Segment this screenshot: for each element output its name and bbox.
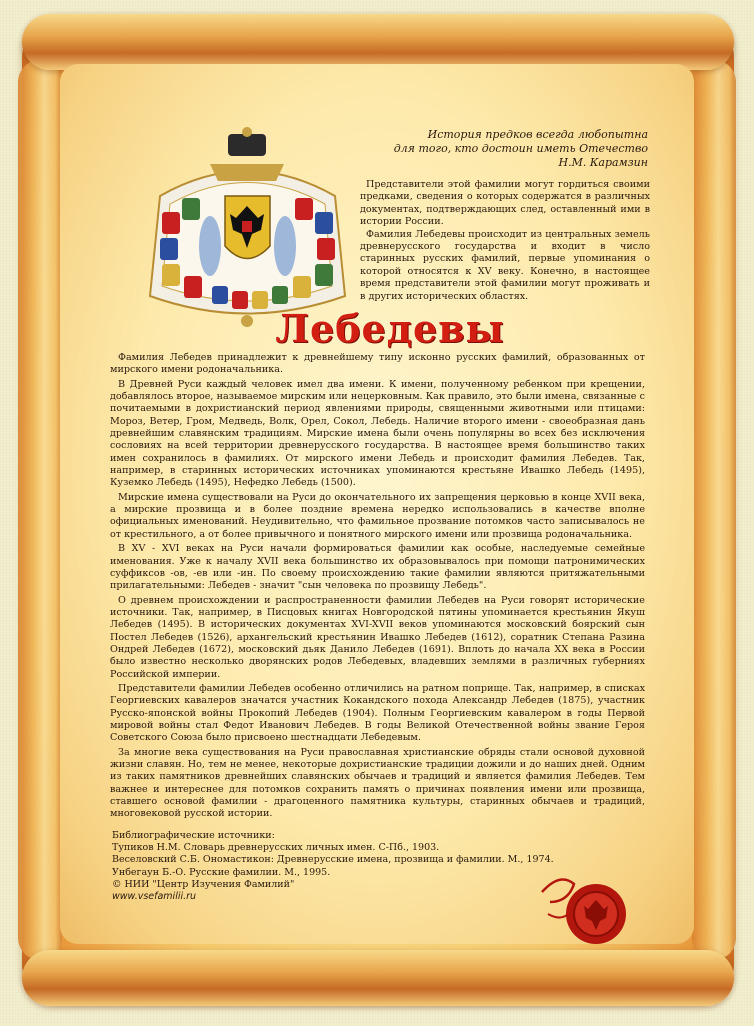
coat-of-arms-icon — [140, 126, 355, 331]
main-text — [110, 352, 645, 823]
intro-text — [360, 179, 650, 303]
body-paragraph: О древнем происхождении и распространенности фамилии Лебедев на Руси говорят исторические источники. Так, например, в Писцовых книгах Новгородской пятины упоминается крестьянин Якуш Лебедев (1495). В исторических документах XVI-XVII веков упоминаются московский боярский сын Постел Лебедев (1526), архангельский крестьянин Ивашко Лебедев (1612), соратник Степана Разина Ондрей Лебедев (1672), московский дьяк Данило Лебедев (1691). Вплоть до начала XX века в России было известно несколько дворянских родов Лебедевых, владевших землями в различных губерниях Российской империи. — [110, 594, 645, 680]
epigraph-line-1: История предков всегда любопытна — [427, 128, 648, 141]
epigraph-line-2: для того, кто достоин иметь Отечество — [393, 142, 648, 155]
copyright-notice: © НИИ "Центр Изучения Фамилий" — [112, 878, 295, 890]
body-paragraph: В XV - XVI веках на Руси начали формироваться фамилии как особые, наследуемые семейные именования. Уже к началу XVII века большинство их образовывалось при помощи патронимических суффиксов -ов, -ев или -ин. По своему происхождению такие фамилии являются притяжательными прилагательными: Лебедев - значит "сын человека по прозвищу Лебедь". — [110, 543, 645, 592]
body-paragraph: За многие века существования на Руси православная христианские обряды стали основой духовной жизни славян. Но, тем не менее, некоторые дохристианские традиции дожили и до наших дней. Одним из таких памятников древнейших славянских обычаев и традиций и является фамилия Лебедев. Тем важнее и интереснее для потомков сохранить память о причинах появления имени или прозвища, ставшего основой фамилии - драгоценного памятника культуры, старинных обычаев и традиций, многовековой русской истории. — [110, 746, 645, 820]
epigraph — [390, 128, 648, 170]
body-paragraph: Представители фамилии Лебедев особенно отличились на ратном поприще. Так, например, в списках Георгиевских кавалеров значатся участник Кокандского похода Александр Лебедев (1875), участник Русско-японской войны Прокопий Лебедев (1904). Полным Георгиевским кавалером в годы Первой мировой войны стал Федот Иванович Лебедев. В годы Великой Отечественной войны звание Героя Советского Союза было присвоено шестнадцати Лебедевым. — [110, 682, 645, 744]
surname-title: Лебедевы — [275, 306, 505, 351]
bibliography-item: Унбегаун Б.-О. Русские фамилии. М., 1995. — [112, 866, 331, 878]
scroll-roll-left — [18, 60, 62, 960]
bibliography — [112, 830, 554, 903]
website-link[interactable]: www.vsefamilii.ru — [112, 891, 197, 903]
scroll-roll-top — [22, 14, 734, 70]
body-paragraph: Фамилия Лебедев принадлежит к древнейшему типу исконно русских фамилий, образованных от мирского имени родоначальника. — [110, 352, 645, 376]
body-paragraph: В Древней Руси каждый человек имел два имени. К имени, полученному ребенком при крещении, добавлялось второе, называемое мирским или нецерковным. Как правило, это были имена, связанные с почитаемыми в дохристианский период явлениями природы, священными животными или птицами: Мороз, Ветер, Гром, Медведь, Волк, Орел, Сокол, Лебедь. Наличие второго имени - своеобразная дань древнейшим славянским традициям. Мирские имена были очень популярны во всех без исключения сословиях на всей территории древнерусского государства. В настоящее время большинство таких имен сохранилось в фамилиях. От мирского имени Лебедь и происходит фамилия Лебедев. Так, например, в старинных исторических источниках упоминаются крестьяне Ивашко Лебедь (1495), Куземко Лебедь (1495), Нефедко Лебедь (1500). — [110, 378, 645, 489]
bibliography-item: Веселовский С.Б. Ономастикон: Древнерусские имена, прозвища и фамилии. М., 1974. — [112, 854, 554, 866]
bibliography-heading: Библиографические источники: — [112, 830, 275, 841]
epigraph-author: Н.М. Карамзин — [558, 156, 648, 169]
body-paragraph: Мирские имена существовали на Руси до окончательного их запрещения церковью в конце XVII века, а мирские прозвища и в более поздние времена нередко использовались в качестве вполне официальных именований. Неудивительно, что фамильное прозвание потомков часто записывалось не от крестильного, а от более привычного и понятного мирского имени или прозвища родоначальника. — [110, 491, 645, 540]
intro-paragraph: Фамилия Лебедевы происходит из центральных земель древнерусского государства и входит в число старинных русских фамилий, первые упоминания о которой относятся к XV веку. Конечно, в настоящее время представители этой фамилии могут проживать и в других исторических областях. — [360, 228, 650, 302]
bibliography-item: Тупиков Н.М. Словарь древнерусских личных имен. С-Пб., 1903. — [112, 842, 440, 854]
scroll-roll-right — [692, 60, 736, 960]
scroll-roll-bottom — [22, 950, 734, 1006]
wax-seal-icon — [540, 862, 632, 954]
intro-paragraph: Представители этой фамилии могут гордиться своими предками, сведения о которых содержатся в различных документах, подтверждающих след, оставленный ими в истории России. — [360, 179, 650, 228]
